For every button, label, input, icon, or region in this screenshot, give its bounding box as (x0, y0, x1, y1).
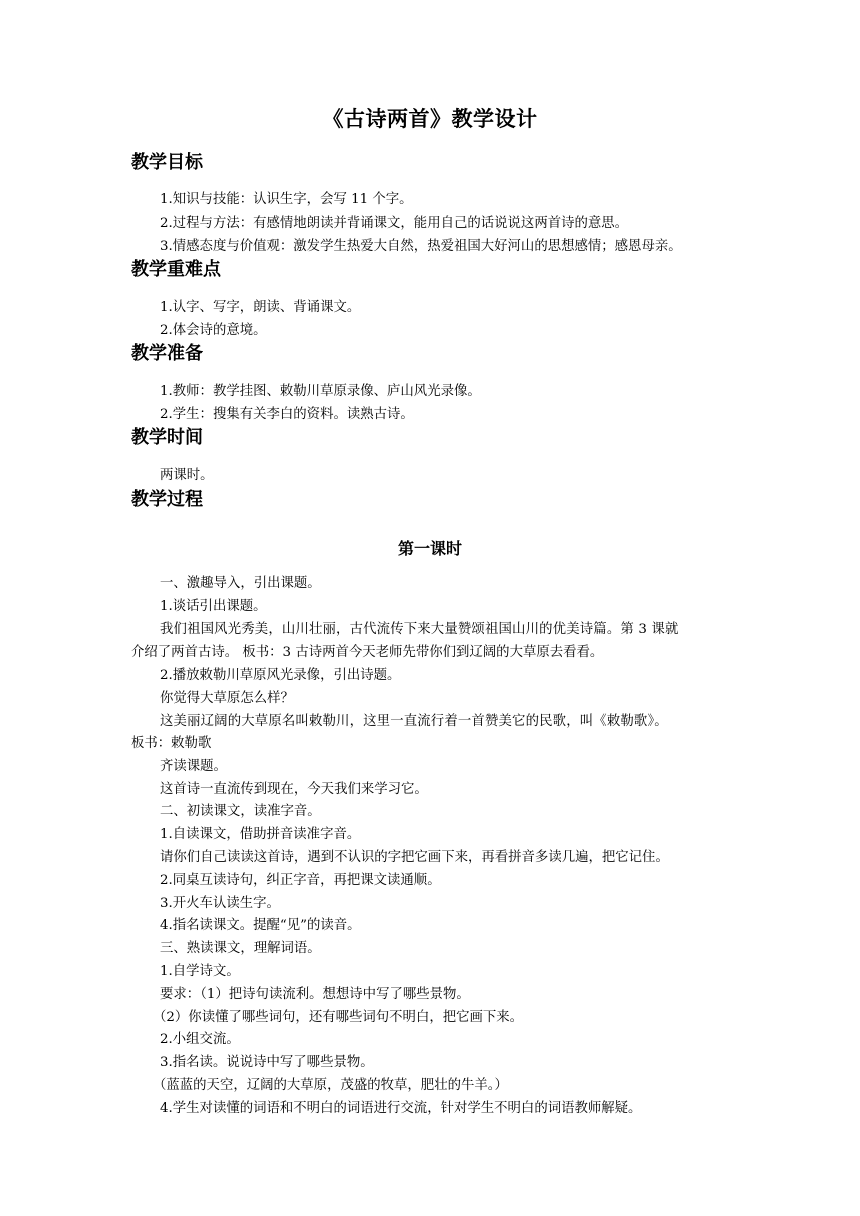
goal-item: 2.过程与方法：有感情地朗读并背诵课文，能用自己的话说说这两首诗的意思。 (160, 216, 629, 231)
key-point-item: 2.体会诗的意境。 (160, 323, 267, 338)
preparation-item: 2.学生：搜集有关李白的资料。读熟古诗。 (160, 407, 414, 422)
process-line: 齐读课题。 (160, 759, 227, 774)
document-title: 《古诗两首》教学设计 (322, 107, 538, 131)
lesson-title: 第一课时 (397, 539, 462, 558)
process-line: 2.小组交流。 (160, 1032, 240, 1047)
heading-time: 教学时间 (131, 427, 203, 448)
heading-goals: 教学目标 (131, 152, 203, 173)
heading-preparation: 教学准备 (131, 343, 203, 364)
process-line: 一、激趣导入，引出课题。 (160, 576, 321, 591)
process-line: 这首诗一直流传到现在，今天我们来学习它。 (160, 782, 428, 797)
process-line: 要求：（1）把诗句读流利。想想诗中写了哪些景物。 (160, 987, 470, 1002)
process-line: 2.同桌互读诗句，纠正字音，再把课文读通顺。 (160, 873, 441, 888)
process-line: 这美丽辽阔的大草原名叫敕勒川，这里一直流行着一首赞美它的民歌，叫《敕勒歌》。 (160, 714, 668, 729)
goal-item: 1.知识与技能：认识生字，会写 11 个字。 (160, 192, 413, 207)
process-line: 3.开火车认读生字。 (160, 896, 280, 911)
process-line: 你觉得大草原怎么样？ (160, 691, 294, 706)
process-line: 请你们自己读读这首诗，遇到不认识的字把它画下来，再看拼音多读几遍，把它记住。 (160, 850, 669, 865)
heading-process: 教学过程 (131, 489, 203, 510)
process-line: 4.学生对读懂的词语和不明白的词语进行交流，针对学生不明白的词语教师解疑。 (160, 1101, 642, 1116)
process-line: 我们祖国风光秀美，山川壮丽，古代流传下来大量赞颂祖国山川的优美诗篇。第 3 课就 (160, 622, 679, 637)
process-line: 1.自学诗文。 (160, 964, 240, 979)
key-point-item: 1.认字、写字，朗读、背诵课文。 (160, 300, 361, 315)
process-line: 介绍了两首古诗。 板书：3 古诗两首今天老师先带你们到辽阔的大草原去看看。 (131, 645, 604, 660)
process-line: 二、初读课文，读准字音。 (160, 804, 321, 819)
heading-key-points: 教学重难点 (131, 259, 221, 280)
process-line: 1.谈话引出课题。 (160, 599, 267, 614)
process-line: 3.指名读。说说诗中写了哪些景物。 (160, 1055, 374, 1070)
process-line: （蓝蓝的天空，辽阔的大草原，茂盛的牧草，肥壮的牛羊。） (153, 1078, 508, 1093)
process-line: 1.自读课文，借助拼音读准字音。 (160, 827, 361, 842)
time-item: 两课时。 (160, 468, 214, 483)
preparation-item: 1.教师：教学挂图、敕勒川草原录像、庐山风光录像。 (160, 384, 481, 399)
process-line: （2）你读懂了哪些词句，还有哪些词句不明白，把它画下来。 (153, 1010, 524, 1025)
process-line: 4.指名读课文。提醒“见”的读音。 (160, 918, 361, 933)
process-line: 2.播放敕勒川草原风光录像，引出诗题。 (160, 668, 401, 683)
goal-item: 3.情感态度与价值观：激发学生热爱大自然，热爱祖国大好河山的思想感情；感恩母亲。 (160, 239, 682, 254)
process-line: 板书：敕勒歌 (131, 736, 212, 751)
process-line: 三、熟读课文，理解词语。 (160, 941, 321, 956)
